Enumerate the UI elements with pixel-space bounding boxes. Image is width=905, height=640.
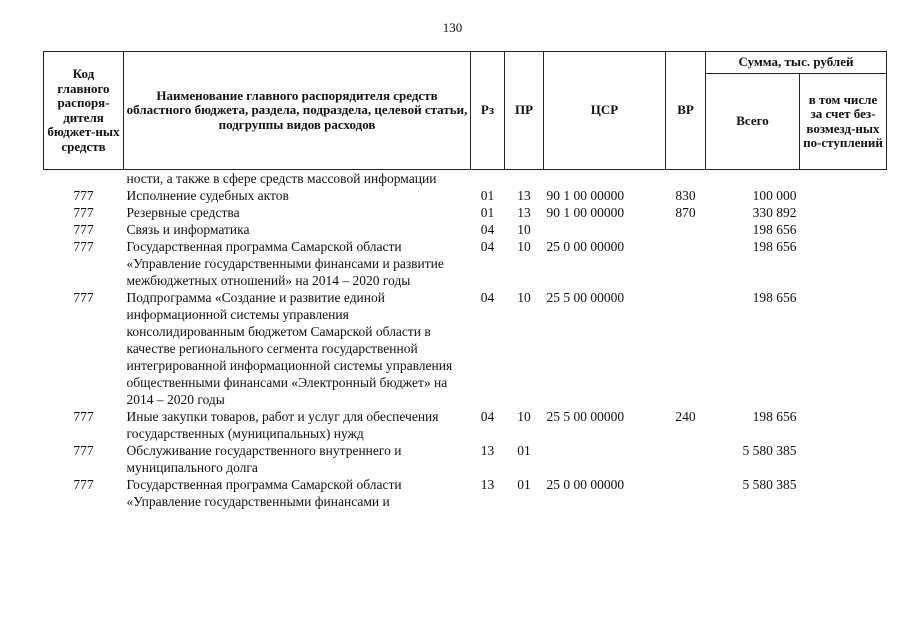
cell-pr: 01	[517, 477, 531, 492]
table-row	[44, 170, 887, 188]
cell-gratis	[800, 442, 887, 476]
cell-csr: 25 5 00 00000	[546, 290, 625, 305]
cell-pr: 13	[517, 205, 531, 220]
budget-table	[43, 51, 887, 510]
table-row	[44, 187, 887, 204]
cell-rz: 04	[480, 409, 495, 424]
cell-code: 777	[73, 477, 94, 492]
table-row	[44, 289, 887, 408]
cell-name: Исполнение судебных актов	[126, 188, 289, 203]
cell-gratis	[800, 476, 887, 510]
cell-vr	[666, 221, 706, 238]
cell-pr: 01	[517, 443, 531, 458]
cell-code: 777	[73, 443, 94, 458]
cell-name: ности, а также в сфере средств массовой информации	[126, 171, 437, 186]
table-row	[44, 204, 887, 221]
table-header	[44, 52, 887, 170]
table-row	[44, 476, 887, 510]
cell-name: Связь и информатика	[126, 222, 250, 237]
header-total: Всего	[706, 74, 800, 170]
cell-code: 777	[73, 239, 94, 254]
cell-gratis	[800, 408, 887, 442]
cell-code: 777	[73, 290, 94, 305]
cell-csr	[544, 442, 666, 476]
cell-name: Иные закупки товаров, работ и услуг для обеспечения государственных (муниципальных) нужд	[126, 409, 439, 441]
cell-rz: 13	[480, 477, 495, 492]
cell-csr	[544, 221, 666, 238]
cell-pr: 10	[517, 222, 531, 237]
cell-pr: 13	[517, 188, 531, 203]
header-sum-group: Сумма, тыс. рублей	[706, 52, 887, 74]
cell-csr: 90 1 00 00000	[546, 188, 625, 203]
cell-gratis	[800, 221, 887, 238]
cell-gratis	[800, 170, 887, 188]
cell-rz	[471, 170, 505, 188]
cell-total: 5 580 385	[742, 477, 797, 492]
cell-rz: 04	[480, 239, 495, 254]
cell-vr: 830	[675, 188, 696, 203]
cell-rz: 13	[480, 443, 495, 458]
cell-name: Государственная программа Самарской области «Управление государственными финансами и развитие межбюджетных отношений» на 2014 – 2020 годы	[126, 239, 444, 288]
cell-total: 198 656	[752, 290, 797, 305]
cell-total: 198 656	[752, 239, 797, 254]
cell-gratis	[800, 204, 887, 221]
header-gratis: в том числе за счет без-возмезд-ных по-ступлений	[800, 74, 887, 170]
cell-pr: 10	[517, 239, 531, 254]
cell-total: 5 580 385	[742, 443, 797, 458]
cell-pr: 10	[517, 409, 531, 424]
cell-code: 777	[73, 205, 94, 220]
cell-pr: 10	[517, 290, 531, 305]
cell-code	[44, 170, 124, 188]
cell-vr	[666, 238, 706, 289]
cell-total: 100 000	[752, 188, 797, 203]
header-code: Код главного распоря-дителя бюджет-ных средств	[44, 52, 124, 170]
cell-gratis	[800, 289, 887, 408]
cell-vr	[666, 476, 706, 510]
page-number: 130	[442, 20, 463, 35]
cell-vr	[666, 442, 706, 476]
cell-code: 777	[73, 409, 94, 424]
table-body	[44, 170, 887, 511]
table-row	[44, 221, 887, 238]
cell-vr	[666, 289, 706, 408]
cell-csr: 25 5 00 00000	[546, 409, 625, 424]
cell-csr: 25 0 00 00000	[546, 239, 625, 254]
cell-total: 330 892	[752, 205, 797, 220]
table-row	[44, 238, 887, 289]
header-name: Наименование главного распорядителя средств областного бюджета, раздела, подраздела, целевой статьи, подгруппы видов расходов	[124, 52, 471, 170]
table-row	[44, 442, 887, 476]
cell-name: Подпрограмма «Создание и развитие единой информационной системы управления консолидированным бюджетом Самарской области в качестве регионального сегмента государственной интегрированной информационной системы управления общественными финансами «Электронный бюджет» на 2014 – 2020 годы	[126, 290, 453, 407]
cell-vr: 240	[675, 409, 696, 424]
cell-code: 777	[73, 188, 94, 203]
header-pr: ПР	[505, 52, 544, 170]
cell-rz: 01	[480, 188, 495, 203]
cell-total: 198 656	[752, 409, 797, 424]
cell-rz: 04	[480, 290, 495, 305]
cell-csr: 90 1 00 00000	[546, 205, 625, 220]
cell-vr	[666, 170, 706, 188]
cell-csr	[544, 170, 666, 188]
cell-rz: 04	[480, 222, 495, 237]
cell-name: Обслуживание государственного внутреннего и муниципального долга	[126, 443, 402, 475]
cell-csr: 25 0 00 00000	[546, 477, 625, 492]
cell-vr: 870	[675, 205, 696, 220]
cell-rz: 01	[480, 205, 495, 220]
cell-gratis	[800, 238, 887, 289]
cell-code: 777	[73, 222, 94, 237]
cell-total	[706, 170, 800, 188]
cell-total: 198 656	[752, 222, 797, 237]
cell-pr	[505, 170, 544, 188]
cell-name: Резервные средства	[126, 205, 240, 220]
cell-name: Государственная программа Самарской области «Управление государственными финансами и	[126, 477, 402, 509]
header-rz: Рз	[471, 52, 505, 170]
table-row	[44, 408, 887, 442]
cell-gratis	[800, 187, 887, 204]
header-csr: ЦСР	[544, 52, 666, 170]
header-vr: ВР	[666, 52, 706, 170]
